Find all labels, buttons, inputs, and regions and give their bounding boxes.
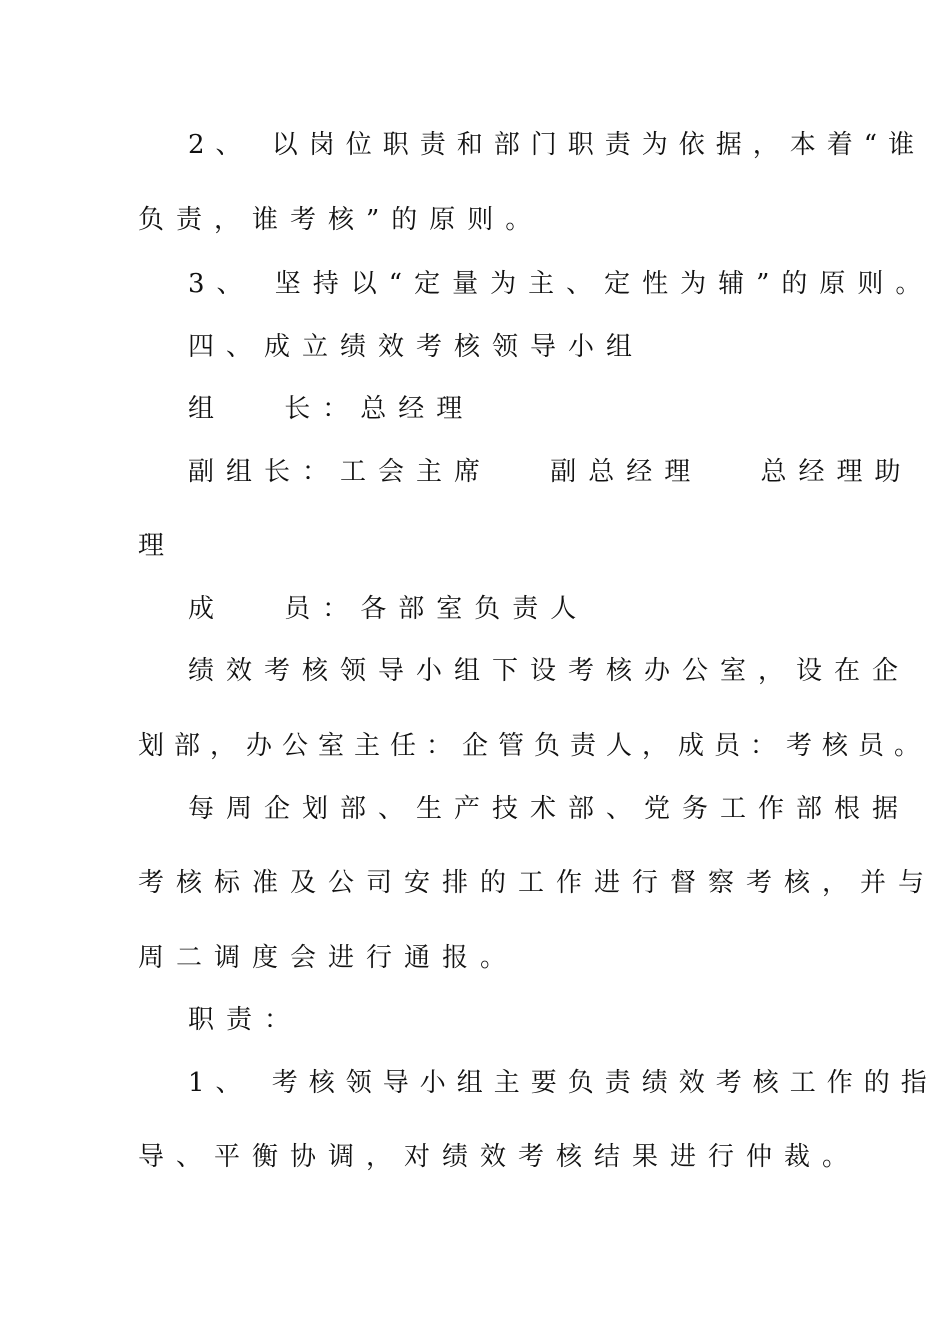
paragraph-line: 职责：	[188, 1005, 303, 1035]
paragraph-line: 副组长：工会主席 副总经理 总经理助	[188, 457, 913, 487]
paragraph-line: 组 长：总经理	[188, 394, 475, 424]
paragraph-line: 每周企划部、生产技术部、党务工作部根据	[188, 794, 911, 824]
paragraph-line: 导、平衡协调，对绩效考核结果进行仲裁。	[138, 1142, 861, 1172]
paragraph-line: 理	[138, 531, 177, 561]
section-heading: 四、成立绩效考核领导小组	[188, 332, 645, 362]
paragraph-line: 绩效考核领导小组下设考核办公室，设在企	[188, 656, 911, 686]
paragraph-line: 周二调度会进行通报。	[138, 943, 519, 973]
paragraph-line: 负责，谁考核”的原则。	[138, 205, 544, 235]
paragraph-line: 成 员：各部室负责人	[188, 594, 589, 624]
paragraph-line: 划部，办公室主任：企管负责人，成员：考核员。	[138, 731, 931, 761]
paragraph-line: 2、 以岗位职责和部门职责为依据，本着“谁	[188, 130, 926, 160]
paragraph-line: 3、 坚持以“定量为主、定性为辅”的原则。	[188, 269, 934, 299]
paragraph-line: 1、 考核领导小组主要负责绩效考核工作的指	[188, 1068, 938, 1098]
paragraph-line: 考核标准及公司安排的工作进行督察考核，并与	[138, 868, 937, 898]
